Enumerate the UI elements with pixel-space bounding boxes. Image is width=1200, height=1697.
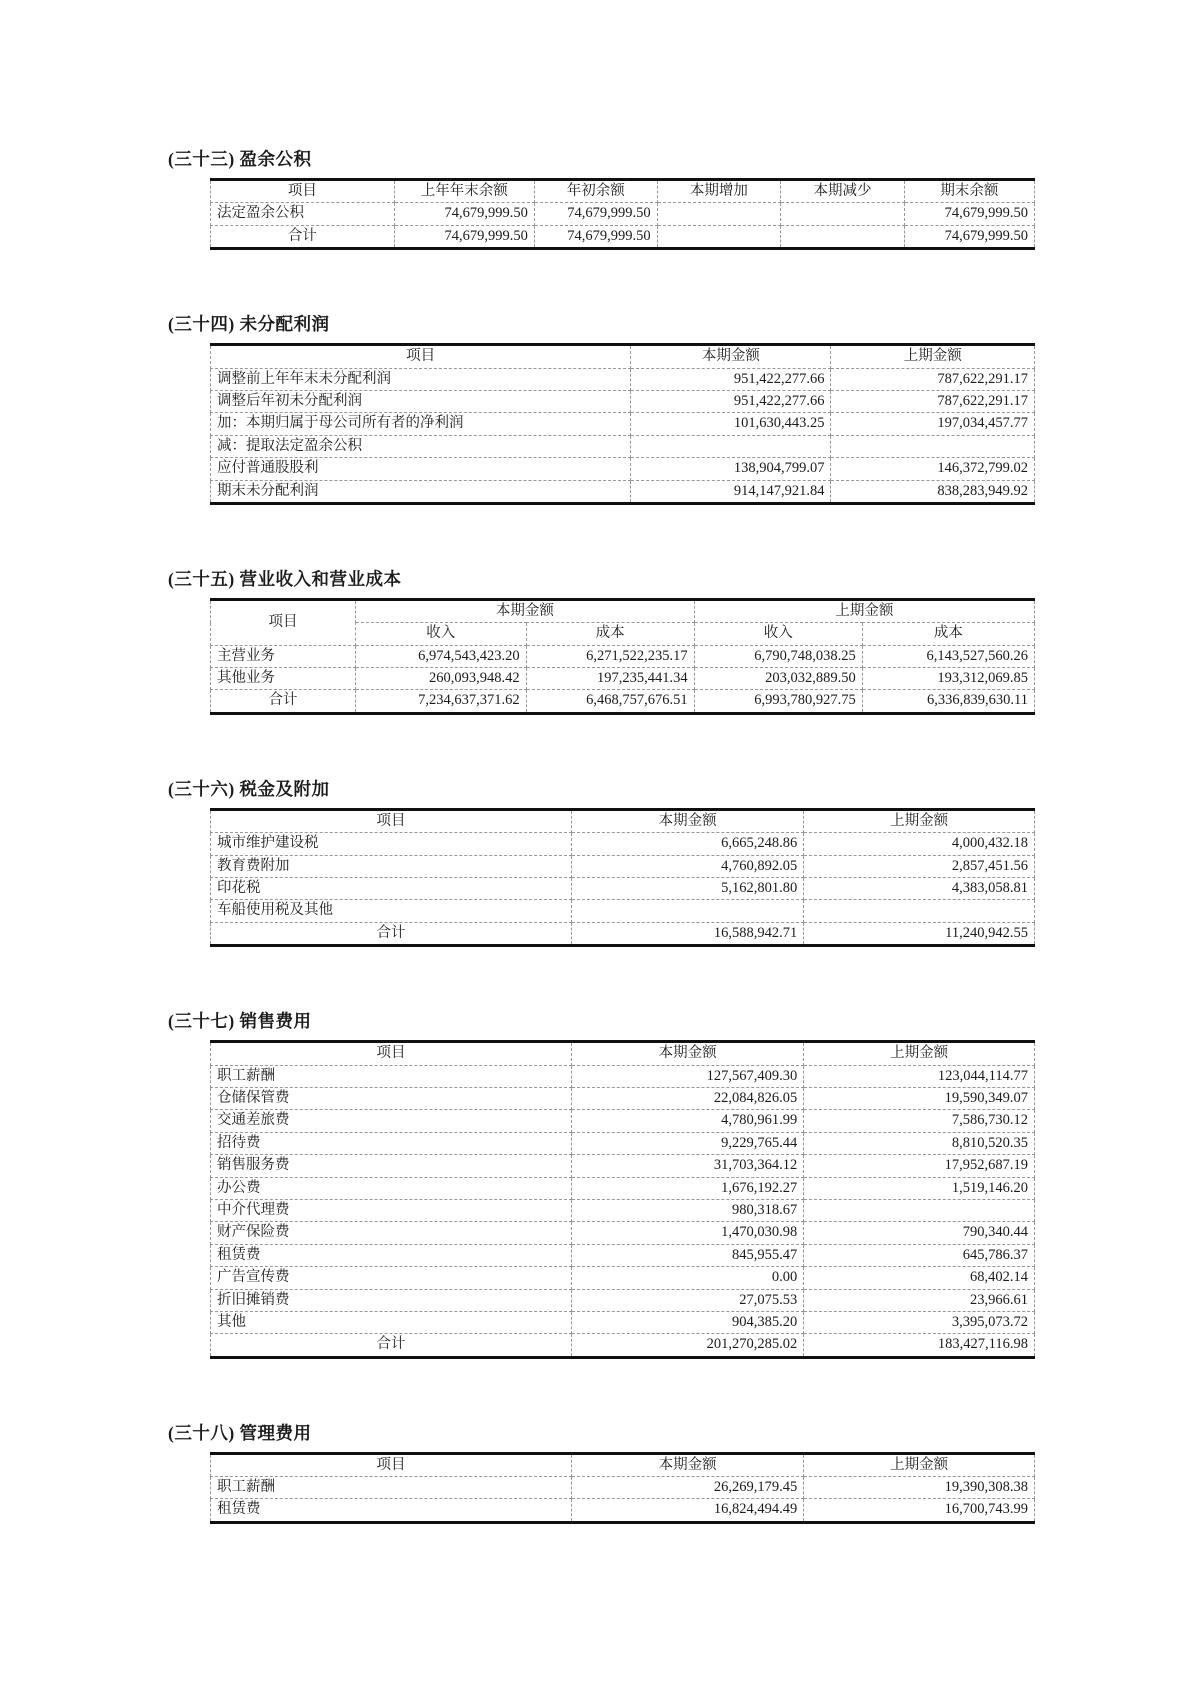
row-label-cell: 招待费 [211, 1132, 572, 1154]
table-row [211, 1177, 1035, 1199]
table-row [211, 368, 1035, 390]
value-cell: 193,312,069.85 [862, 668, 1034, 690]
row-label-cell: 其他 [211, 1311, 572, 1333]
value-cell: 101,630,443.25 [631, 413, 831, 435]
row-label-cell: 加：本期归属于母公司所有者的净利润 [211, 413, 631, 435]
table-row [211, 668, 1035, 690]
row-label-cell: 应付普通股股利 [211, 458, 631, 480]
row-label-cell: 教育费附加 [211, 855, 572, 877]
value-cell: 6,665,248.86 [571, 833, 803, 855]
value-cell: 6,993,780,927.75 [694, 690, 862, 713]
table-header [211, 599, 1035, 645]
value-cell [631, 435, 831, 457]
value-cell [657, 203, 781, 225]
value-cell: 6,974,543,423.20 [356, 645, 527, 667]
value-cell: 16,700,743.99 [804, 1499, 1035, 1522]
value-cell: 1,470,030.98 [571, 1222, 803, 1244]
col-header-current-period: 本期金额 [571, 809, 803, 832]
value-cell: 5,162,801.80 [571, 878, 803, 900]
header-row [211, 599, 1035, 622]
value-cell: 74,679,999.50 [534, 225, 657, 248]
row-label-cell: 仓储保管费 [211, 1087, 572, 1109]
value-cell: 951,422,277.66 [631, 390, 831, 412]
value-cell: 19,390,308.38 [804, 1477, 1035, 1499]
value-cell: 4,383,058.81 [804, 878, 1035, 900]
table-header [211, 809, 1035, 832]
row-label-cell: 合计 [211, 1334, 572, 1357]
value-cell: 16,588,942.71 [571, 922, 803, 945]
table-row [211, 1499, 1035, 1522]
value-cell: 201,270,285.02 [571, 1334, 803, 1357]
section-title: (三十七) 销售费用 [168, 1011, 312, 1032]
col-header-decrease: 本期减少 [781, 180, 905, 203]
table-body [211, 1477, 1035, 1523]
value-cell: 914,147,921.84 [631, 480, 831, 503]
table-row [211, 435, 1035, 457]
section-title: (三十五) 营业收入和营业成本 [168, 568, 402, 589]
col-header-prior-period: 上期金额 [804, 1042, 1035, 1065]
value-cell: 904,385.20 [571, 1311, 803, 1333]
table-row [211, 1065, 1035, 1087]
col-header-current-cost: 成本 [526, 623, 694, 645]
table-header [211, 345, 1035, 368]
value-cell: 4,000,432.18 [804, 833, 1035, 855]
value-cell: 6,271,522,235.17 [526, 645, 694, 667]
row-label-cell: 城市维护建设税 [211, 833, 572, 855]
table-row [211, 1087, 1035, 1109]
value-cell: 1,676,192.27 [571, 1177, 803, 1199]
table-row [211, 1267, 1035, 1289]
col-header-period-end: 期末余额 [904, 180, 1034, 203]
value-cell: 3,395,073.72 [804, 1311, 1035, 1333]
row-label-cell: 期末未分配利润 [211, 480, 631, 503]
table-header [211, 1453, 1035, 1476]
value-cell: 17,952,687.19 [804, 1155, 1035, 1177]
value-cell: 8,810,520.35 [804, 1132, 1035, 1154]
col-header-item: 项目 [211, 1042, 572, 1065]
col-header-item: 项目 [211, 1453, 572, 1476]
table-row [211, 1334, 1035, 1357]
value-cell: 68,402.14 [804, 1267, 1035, 1289]
header-row [211, 809, 1035, 832]
col-header-item: 项目 [211, 180, 395, 203]
row-label-cell: 合计 [211, 690, 356, 713]
value-cell: 19,590,349.07 [804, 1087, 1035, 1109]
value-cell: 16,824,494.49 [571, 1499, 803, 1522]
selling-expenses-table [210, 1040, 1035, 1358]
value-cell: 6,336,839,630.11 [862, 690, 1034, 713]
row-label-cell: 职工薪酬 [211, 1065, 572, 1087]
col-header-item: 项目 [211, 345, 631, 368]
value-cell: 197,034,457.77 [831, 413, 1035, 435]
table-row [211, 922, 1035, 945]
value-cell: 127,567,409.30 [571, 1065, 803, 1087]
value-cell: 260,093,948.42 [356, 668, 527, 690]
value-cell [804, 900, 1035, 922]
value-cell: 74,679,999.50 [394, 225, 534, 248]
section-admin-expenses [168, 1420, 1035, 1524]
row-label-cell: 广告宣传费 [211, 1267, 572, 1289]
row-label-cell: 财产保险费 [211, 1222, 572, 1244]
value-cell: 74,679,999.50 [904, 225, 1034, 248]
row-label-cell: 合计 [211, 922, 572, 945]
section-title: (三十三) 盈余公积 [168, 149, 312, 169]
section-taxes-surcharges [168, 776, 1035, 947]
col-header-prior-period: 上期金额 [804, 809, 1035, 832]
value-cell: 197,235,441.34 [526, 668, 694, 690]
section-undistributed-profit [168, 311, 1035, 505]
taxes-surcharges-table [210, 808, 1035, 947]
value-cell: 7,586,730.12 [804, 1110, 1035, 1132]
value-cell [657, 225, 781, 248]
section-title: (三十八) 管理费用 [168, 1422, 312, 1443]
value-cell: 838,283,949.92 [831, 480, 1035, 503]
table-body [211, 368, 1035, 503]
table-row [211, 203, 1035, 225]
row-label-cell: 减：提取法定盈余公积 [211, 435, 631, 457]
value-cell: 27,075.53 [571, 1289, 803, 1311]
header-row [211, 345, 1035, 368]
value-cell: 0.00 [571, 1267, 803, 1289]
table-row [211, 1110, 1035, 1132]
section-operating-revenue-cost [168, 566, 1035, 715]
table-row [211, 480, 1035, 503]
table-body [211, 1065, 1035, 1357]
value-cell: 31,703,364.12 [571, 1155, 803, 1177]
value-cell: 7,234,637,371.62 [356, 690, 527, 713]
value-cell: 951,422,277.66 [631, 368, 831, 390]
row-label-cell: 租赁费 [211, 1499, 572, 1522]
table-row [211, 1199, 1035, 1221]
row-label-cell: 印花税 [211, 878, 572, 900]
value-cell: 6,790,748,038.25 [694, 645, 862, 667]
table-body [211, 645, 1035, 713]
table-header [211, 1042, 1035, 1065]
value-cell: 2,857,451.56 [804, 855, 1035, 877]
row-label-cell: 其他业务 [211, 668, 356, 690]
row-label-cell: 职工薪酬 [211, 1477, 572, 1499]
col-header-prior-year-end: 上年年末余额 [394, 180, 534, 203]
table-row [211, 1132, 1035, 1154]
table-row [211, 458, 1035, 480]
value-cell [804, 1199, 1035, 1221]
undistributed-profit-table [210, 343, 1035, 505]
value-cell: 980,318.67 [571, 1199, 803, 1221]
value-cell: 790,340.44 [804, 1222, 1035, 1244]
value-cell: 6,468,757,676.51 [526, 690, 694, 713]
row-label-cell: 合计 [211, 225, 395, 248]
row-label-cell: 主营业务 [211, 645, 356, 667]
value-cell: 23,966.61 [804, 1289, 1035, 1311]
table-row [211, 690, 1035, 713]
row-label-cell: 折旧摊销费 [211, 1289, 572, 1311]
table-row [211, 645, 1035, 667]
table-body [211, 203, 1035, 249]
table-row [211, 1477, 1035, 1499]
section-title: (三十四) 未分配利润 [168, 314, 330, 335]
row-label-cell: 车船使用税及其他 [211, 900, 572, 922]
value-cell: 9,229,765.44 [571, 1132, 803, 1154]
value-cell: 138,904,799.07 [631, 458, 831, 480]
surplus-reserves-table [210, 178, 1035, 250]
section-title: (三十六) 税金及附加 [168, 778, 330, 799]
header-row [211, 1453, 1035, 1476]
col-header-current-period: 本期金额 [356, 599, 695, 622]
table-row [211, 878, 1035, 900]
table-header [211, 180, 1035, 203]
col-header-current-income: 收入 [356, 623, 527, 645]
admin-expenses-table [210, 1452, 1035, 1524]
value-cell: 74,679,999.50 [394, 203, 534, 225]
value-cell: 4,780,961.99 [571, 1110, 803, 1132]
col-header-prior-income: 收入 [694, 623, 862, 645]
value-cell [781, 203, 905, 225]
col-header-item: 项目 [211, 599, 356, 645]
table-row [211, 390, 1035, 412]
header-row [211, 180, 1035, 203]
table-row [211, 855, 1035, 877]
value-cell [831, 435, 1035, 457]
col-header-year-begin: 年初余额 [534, 180, 657, 203]
header-row [211, 1042, 1035, 1065]
col-header-prior-period: 上期金额 [694, 599, 1034, 622]
value-cell: 74,679,999.50 [534, 203, 657, 225]
table-row [211, 1244, 1035, 1266]
value-cell: 26,269,179.45 [571, 1477, 803, 1499]
table-row [211, 1289, 1035, 1311]
row-label-cell: 调整前上年年末未分配利润 [211, 368, 631, 390]
col-header-increase: 本期增加 [657, 180, 781, 203]
table-body [211, 833, 1035, 946]
value-cell: 203,032,889.50 [694, 668, 862, 690]
section-surplus-reserves [168, 146, 1035, 250]
value-cell: 11,240,942.55 [804, 922, 1035, 945]
row-label-cell: 中介代理费 [211, 1199, 572, 1221]
table-row [211, 900, 1035, 922]
value-cell: 74,679,999.50 [904, 203, 1034, 225]
row-label-cell: 租赁费 [211, 1244, 572, 1266]
value-cell: 183,427,116.98 [804, 1334, 1035, 1357]
table-row [211, 1311, 1035, 1333]
row-label-cell: 办公费 [211, 1177, 572, 1199]
table-row [211, 833, 1035, 855]
value-cell [571, 900, 803, 922]
value-cell: 146,372,799.02 [831, 458, 1035, 480]
value-cell: 845,955.47 [571, 1244, 803, 1266]
value-cell: 22,084,826.05 [571, 1087, 803, 1109]
col-header-current-period: 本期金额 [631, 345, 831, 368]
table-row [211, 225, 1035, 248]
col-header-prior-period: 上期金额 [831, 345, 1035, 368]
value-cell: 1,519,146.20 [804, 1177, 1035, 1199]
table-row [211, 1155, 1035, 1177]
operating-revenue-cost-table [210, 598, 1035, 715]
col-header-prior-cost: 成本 [862, 623, 1034, 645]
col-header-current-period: 本期金额 [571, 1042, 803, 1065]
value-cell [781, 225, 905, 248]
row-label-cell: 交通差旅费 [211, 1110, 572, 1132]
col-header-current-period: 本期金额 [571, 1453, 803, 1476]
row-label-cell: 调整后年初未分配利润 [211, 390, 631, 412]
table-row [211, 1222, 1035, 1244]
value-cell: 787,622,291.17 [831, 368, 1035, 390]
col-header-prior-period: 上期金额 [804, 1453, 1035, 1476]
col-header-item: 项目 [211, 809, 572, 832]
value-cell: 123,044,114.77 [804, 1065, 1035, 1087]
value-cell: 4,760,892.05 [571, 855, 803, 877]
row-label-cell: 法定盈余公积 [211, 203, 395, 225]
value-cell: 787,622,291.17 [831, 390, 1035, 412]
value-cell: 645,786.37 [804, 1244, 1035, 1266]
section-selling-expenses [168, 1008, 1035, 1358]
value-cell: 6,143,527,560.26 [862, 645, 1034, 667]
row-label-cell: 销售服务费 [211, 1155, 572, 1177]
table-row [211, 413, 1035, 435]
